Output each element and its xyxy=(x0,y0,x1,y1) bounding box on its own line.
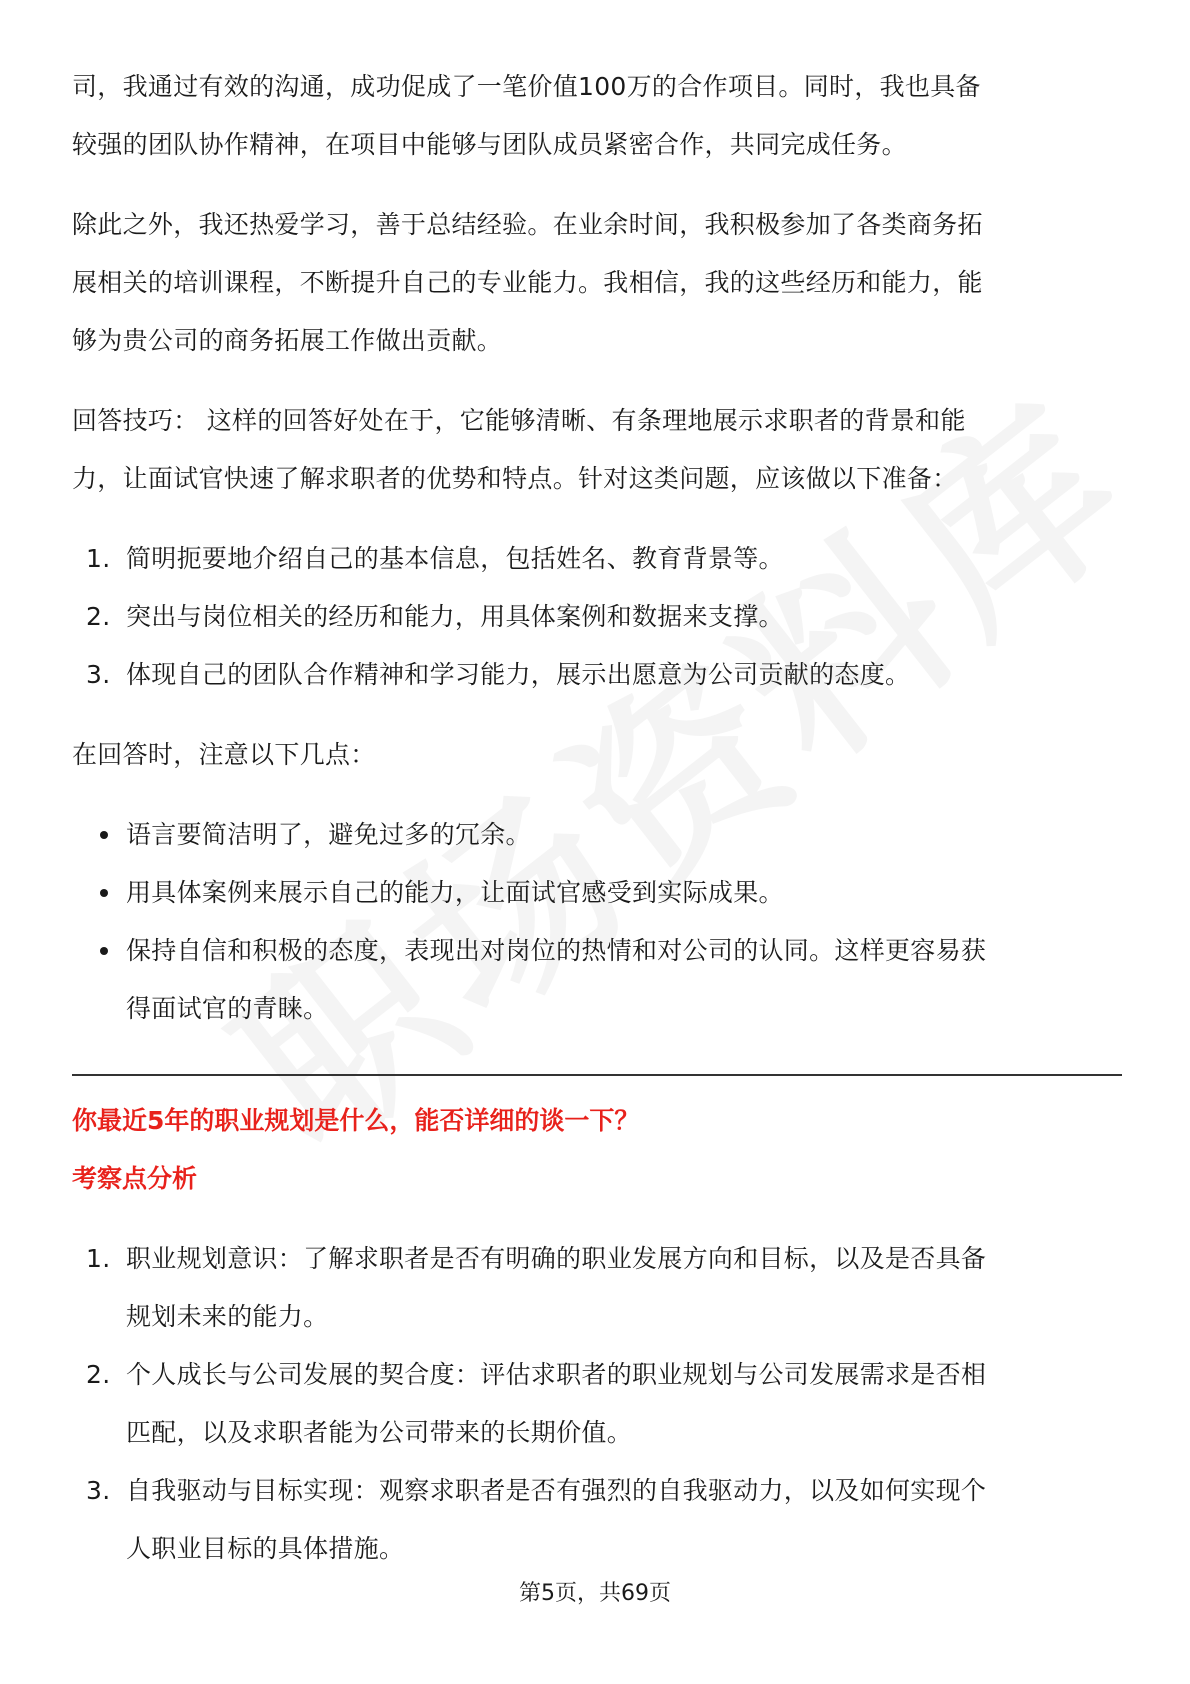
list-number: 3. xyxy=(86,660,111,689)
text-line: 较强的团队协作精神，在项目中能够与团队成员紧密合作，共同完成任务。 xyxy=(72,130,907,159)
analysis-list xyxy=(72,1230,1122,1578)
list-item-text: 人职业目标的具体措施。 xyxy=(126,1534,405,1563)
text-line: 展相关的培训课程，不断提升自己的专业能力。我相信，我的这些经历和能力，能 xyxy=(72,268,983,297)
attention-intro: 在回答时，注意以下几点： xyxy=(72,740,376,769)
question-heading: 你最近5年的职业规划是什么，能否详细的谈一下？ xyxy=(72,1106,640,1135)
list-item-text: 得面试官的青睐。 xyxy=(126,994,329,1023)
text-line: 除此之外，我还热爱学习，善于总结经验。在业余时间，我积极参加了各类商务拓 xyxy=(72,210,983,239)
list-item-text: 规划未来的能力。 xyxy=(126,1302,329,1331)
list-item-text: 简明扼要地介绍自己的基本信息，包括姓名、教育背景等。 xyxy=(126,544,784,573)
list-item xyxy=(72,1346,1122,1462)
list-number: 2. xyxy=(86,1360,111,1389)
list-item xyxy=(72,1462,1122,1578)
text-line: 够为贵公司的商务拓展工作做出贡献。 xyxy=(72,326,503,355)
paragraph-answer-tips xyxy=(72,392,1122,508)
text-line: 力，让面试官快速了解求职者的优势和特点。针对这类问题，应该做以下准备： xyxy=(72,464,958,493)
text-line: 司，我通过有效的沟通，成功促成了一笔价值100万的合作项目。同时，我也具备 xyxy=(72,72,981,101)
list-item xyxy=(72,864,1122,922)
list-item xyxy=(72,922,1122,1038)
list-number: 3. xyxy=(86,1476,111,1505)
list-number: 1. xyxy=(86,1244,111,1273)
section-divider xyxy=(72,1074,1122,1076)
list-number: 2. xyxy=(86,602,111,631)
attention-list xyxy=(72,806,1122,1038)
list-item-text: 保持自信和积极的态度，表现出对岗位的热情和对公司的认同。这样更容易获 xyxy=(126,936,987,965)
list-item xyxy=(72,530,1122,588)
bullet-icon xyxy=(100,947,108,955)
list-item xyxy=(72,1230,1122,1346)
list-item xyxy=(72,646,1122,704)
list-item-text: 用具体案例来展示自己的能力，让面试官感受到实际成果。 xyxy=(126,878,784,907)
bullet-icon xyxy=(100,831,108,839)
page-content xyxy=(72,58,1122,1578)
list-item-text: 体现自己的团队合作精神和学习能力，展示出愿意为公司贡献的态度。 xyxy=(126,660,911,689)
list-item xyxy=(72,588,1122,646)
paragraph-learning xyxy=(72,196,1122,370)
list-item-text: 个人成长与公司发展的契合度：评估求职者的职业规划与公司发展需求是否相 xyxy=(126,1360,987,1389)
list-item-text: 职业规划意识：了解求职者是否有明确的职业发展方向和目标，以及是否具备 xyxy=(126,1244,987,1273)
prep-list xyxy=(72,530,1122,704)
list-item-text: 突出与岗位相关的经历和能力，用具体案例和数据来支撑。 xyxy=(126,602,784,631)
list-item-text: 自我驱动与目标实现：观察求职者是否有强烈的自我驱动力，以及如何实现个 xyxy=(126,1476,987,1505)
bullet-icon xyxy=(100,889,108,897)
text-line: 回答技巧： 这样的回答好处在于，它能够清晰、有条理地展示求职者的背景和能 xyxy=(72,406,966,435)
analysis-heading: 考察点分析 xyxy=(72,1164,198,1193)
list-item xyxy=(72,806,1122,864)
list-item-text: 语言要简洁明了，避免过多的冗余。 xyxy=(126,820,531,849)
paragraph-experience xyxy=(72,58,1122,174)
list-number: 1. xyxy=(86,544,111,573)
list-item-text: 匹配，以及求职者能为公司带来的长期价值。 xyxy=(126,1418,633,1447)
page-footer: 第5页，共69页 xyxy=(519,1581,671,1606)
